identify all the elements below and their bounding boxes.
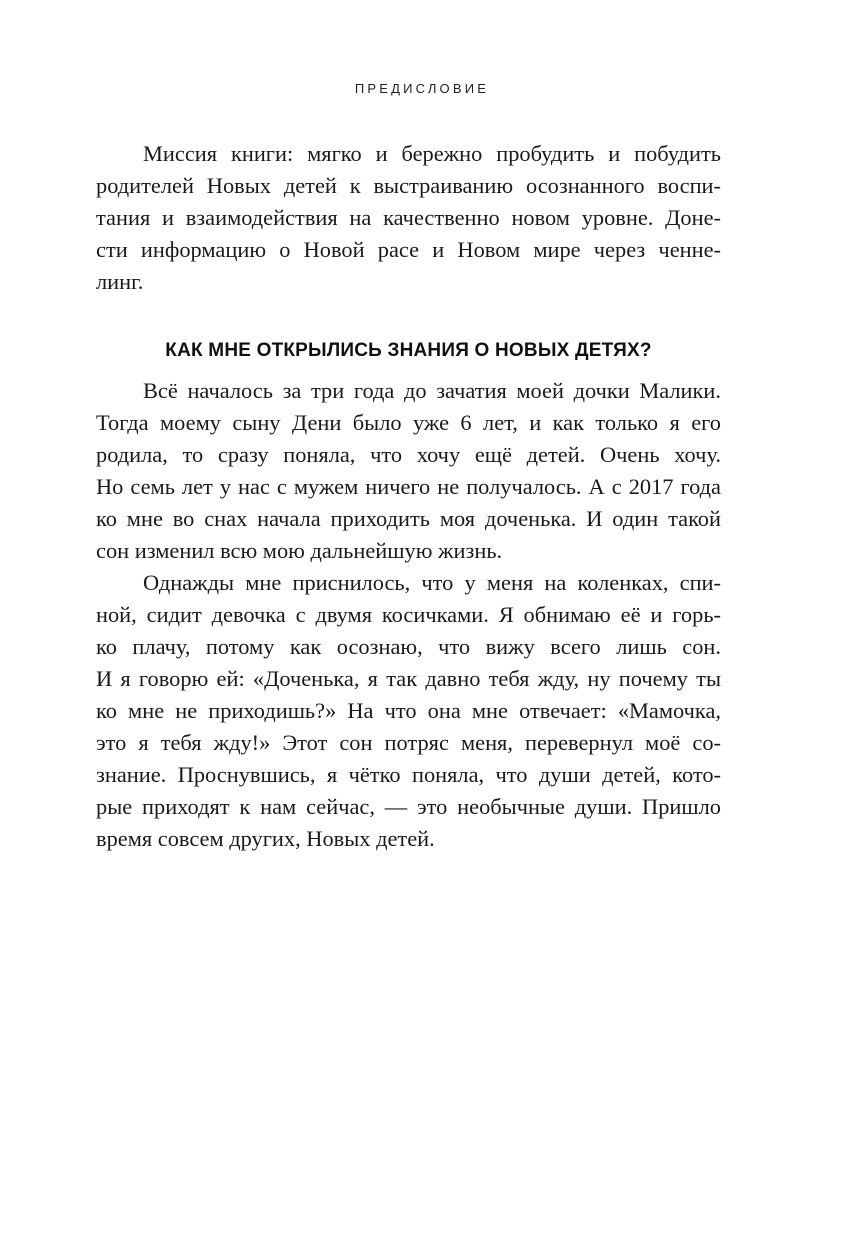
text-line: Всё началось за три года до зачатия моей дочки Малики.: [143, 378, 721, 403]
section-heading: КАК МНЕ ОТКРЫЛИСЬ ЗНАНИЯ О НОВЫХ ДЕТЯХ?: [165, 340, 652, 361]
text-line: Миссия книги: мягко и бережно пробудить и побудить: [143, 141, 721, 166]
text-line: это я тебя жду!» Этот сон потряс меня, перевернул моё со-: [96, 730, 721, 755]
text-line: сон изменил всю мою дальнейшую жизнь.: [96, 538, 503, 563]
text-line: И я говорю ей: «Доченька, я так давно тебя жду, ну почему ты: [96, 666, 721, 691]
text-line: Но семь лет у нас с мужем ничего не получалось. А с 2017 года: [96, 474, 721, 499]
text-line: Тогда моему сыну Дени было уже 6 лет, и как только я его: [96, 410, 721, 435]
running-head: ПРЕДИСЛОВИЕ: [354, 81, 490, 96]
text-line: Однажды мне приснилось, что у меня на коленках, спи-: [143, 570, 721, 595]
text-line: сти информацию о Новой расе и Новом мире через ченне-: [96, 237, 721, 262]
text-line: ко мне во снах начала приходить моя доченька. И один такой: [96, 506, 721, 531]
story-text: [96, 375, 721, 855]
text-line: тания и взаимодействия на качественно новом уровне. Доне-: [96, 205, 721, 230]
text-line: ной, сидит девочка с двумя косичками. Я обнимаю её и горь-: [96, 602, 721, 627]
text-line: родителей Новых детей к выстраиванию осознанного воспи-: [96, 173, 721, 198]
text-line: линг.: [96, 269, 144, 294]
text-line: рые приходят к нам сейчас, — это необычные души. Пришло: [96, 794, 721, 819]
mission-paragraph: [96, 138, 721, 298]
text-line: ко плачу, потому как осознаю, что вижу всего лишь сон.: [96, 634, 721, 659]
text-line: родила, то сразу поняла, что хочу ещё детей. Очень хочу.: [96, 442, 721, 467]
text-line: время совсем других, Новых детей.: [96, 826, 435, 851]
text-line: ко мне не приходишь?» На что она мне отвечает: «Мамочка,: [96, 698, 721, 723]
text-line: знание. Проснувшись, я чётко поняла, что души детей, кото-: [96, 762, 721, 787]
